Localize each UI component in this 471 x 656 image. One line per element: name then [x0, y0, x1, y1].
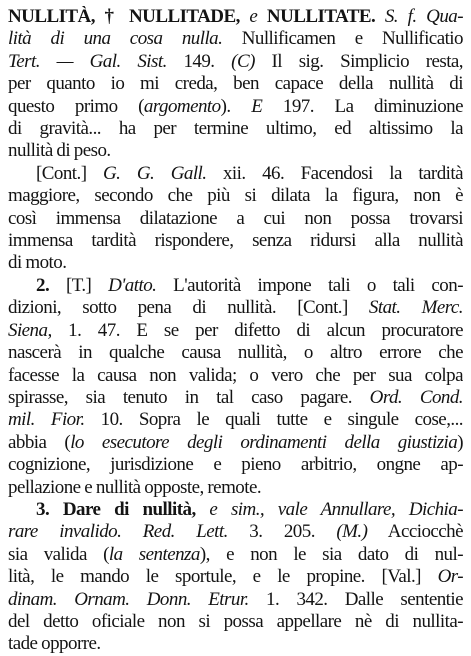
text-segment: 3. Dare di nullità,	[36, 498, 210, 520]
text-line	[8, 477, 463, 499]
text-segment: pellazione e nullità opposte, remote.	[8, 476, 262, 498]
text-segment: lità, le mando le sportule, e le propine. [Val.]	[8, 566, 438, 588]
text-line	[8, 611, 463, 633]
text-segment: Ord. Cond.	[369, 386, 463, 408]
text-line	[8, 163, 463, 185]
text-line	[8, 365, 463, 387]
text-segment: nascerà in qualche causa nullità, o altro errore che	[8, 342, 463, 364]
text-segment: NULLITÀ, † NULLITADE,	[8, 6, 250, 27]
text-line	[8, 589, 463, 611]
text-segment: e	[249, 6, 258, 27]
text-segment: argomento	[143, 95, 221, 117]
text-segment: abbia (	[8, 431, 71, 453]
text-line	[8, 432, 463, 454]
text-segment: spirasse, sia tenuto in tal caso pagare.	[8, 386, 370, 408]
text-segment: [T.]	[65, 274, 109, 296]
text-line	[8, 521, 463, 543]
text-segment: dizioni, sotto pena di nullità. [Cont.]	[8, 297, 369, 319]
text-segment: per quanto io mi creda, ben capace della nullità di	[8, 73, 463, 95]
text-line	[8, 409, 463, 431]
text-line	[8, 544, 463, 566]
text-line	[8, 28, 463, 50]
text-segment: NULLITATE.	[257, 6, 385, 27]
text-segment: [Cont.]	[36, 162, 103, 184]
text-segment: L'autorità impone tali o tali con-	[156, 274, 463, 296]
text-segment: )	[457, 431, 463, 453]
text-segment: Stat. Merc.	[368, 297, 463, 319]
text-segment: maggiore, secondo che più si dilata la figura, non è	[8, 185, 463, 207]
text-segment: di gravità... ha per termine ultimo, ed altissimo la	[8, 118, 463, 140]
text-segment: così immensa dilatazione a cui non possa trovarsi	[8, 207, 463, 229]
text-segment: Acciocchè	[367, 521, 463, 543]
text-segment: facesse la causa non valida; o vero che per sua colpa	[8, 364, 463, 386]
text-line	[8, 342, 463, 364]
text-segment: del detto oficiale non si possa appellare nè di nullita-	[8, 610, 463, 632]
text-line	[8, 252, 463, 274]
text-segment: e sim., vale Annullare, Dichia-	[209, 498, 463, 520]
text-segment: sia valida (	[8, 543, 109, 565]
text-segment: 197. La diminuzione	[262, 95, 463, 117]
text-line	[8, 96, 463, 118]
text-line	[8, 6, 463, 28]
text-segment: Siena,	[8, 319, 52, 341]
text-line	[8, 230, 463, 252]
text-segment: xii. 46. Facendosi la tardità	[206, 162, 463, 184]
text-line	[8, 275, 463, 297]
text-line	[8, 118, 463, 140]
text-segment: S. f. Qua-	[384, 6, 463, 27]
text-segment: tade opporre.	[8, 633, 101, 655]
text-segment: lità di una cosa nulla.	[8, 28, 223, 50]
text-segment: la sentenza	[108, 543, 200, 565]
text-segment: rare invalido. Red. Lett.	[8, 521, 228, 543]
text-segment: ).	[220, 95, 252, 117]
text-segment: mil. Fior.	[8, 409, 85, 431]
text-line	[8, 140, 463, 162]
text-segment: di moto.	[8, 252, 67, 274]
text-segment: immensa tardità rispondere, senza ridursi alla nullità	[8, 230, 463, 252]
text-line	[8, 387, 463, 409]
text-segment: 149.	[166, 50, 232, 72]
text-line	[8, 566, 463, 588]
text-line	[8, 185, 463, 207]
text-line	[8, 499, 463, 521]
text-line	[8, 297, 463, 319]
text-segment: (C)	[231, 50, 255, 72]
text-line	[8, 633, 463, 655]
text-segment: 2.	[36, 274, 66, 296]
text-segment: Tert. — Gal. Sist.	[8, 50, 167, 72]
text-line	[8, 320, 463, 342]
text-segment: nullità di peso.	[8, 140, 111, 162]
text-segment: G. G. Gall.	[103, 162, 207, 184]
text-line	[8, 454, 463, 476]
text-segment: E	[251, 95, 263, 117]
text-line	[8, 73, 463, 95]
text-segment: Nullificamen e Nullificatio	[222, 28, 463, 50]
text-segment: ), e non le sia dato di nul-	[199, 543, 463, 565]
text-line	[8, 51, 463, 73]
text-segment: 1. 342. Dalle sententie	[248, 588, 463, 610]
text-segment: questo primo (	[8, 95, 144, 117]
text-segment: 1. 47. E se per difetto di alcun procuratore	[51, 319, 463, 341]
text-segment: dinam. Ornam. Donn. Etrur.	[8, 588, 249, 610]
text-segment: (M.)	[336, 521, 368, 543]
text-segment: lo esecutore degli ordinamenti della giustizia	[70, 431, 458, 453]
text-segment: 3. 205.	[227, 521, 337, 543]
dictionary-entry-nullita	[8, 6, 463, 656]
text-segment: Il sig. Simplicio resta,	[254, 50, 463, 72]
text-line	[8, 208, 463, 230]
text-segment: Or-	[437, 566, 463, 588]
text-segment: D'atto.	[108, 274, 157, 296]
text-segment: cognizione, jurisdizione e pieno arbitrio, ongne ap-	[8, 454, 463, 476]
text-segment: 10. Sopra le quali tutte e singule cose,...	[84, 409, 463, 431]
